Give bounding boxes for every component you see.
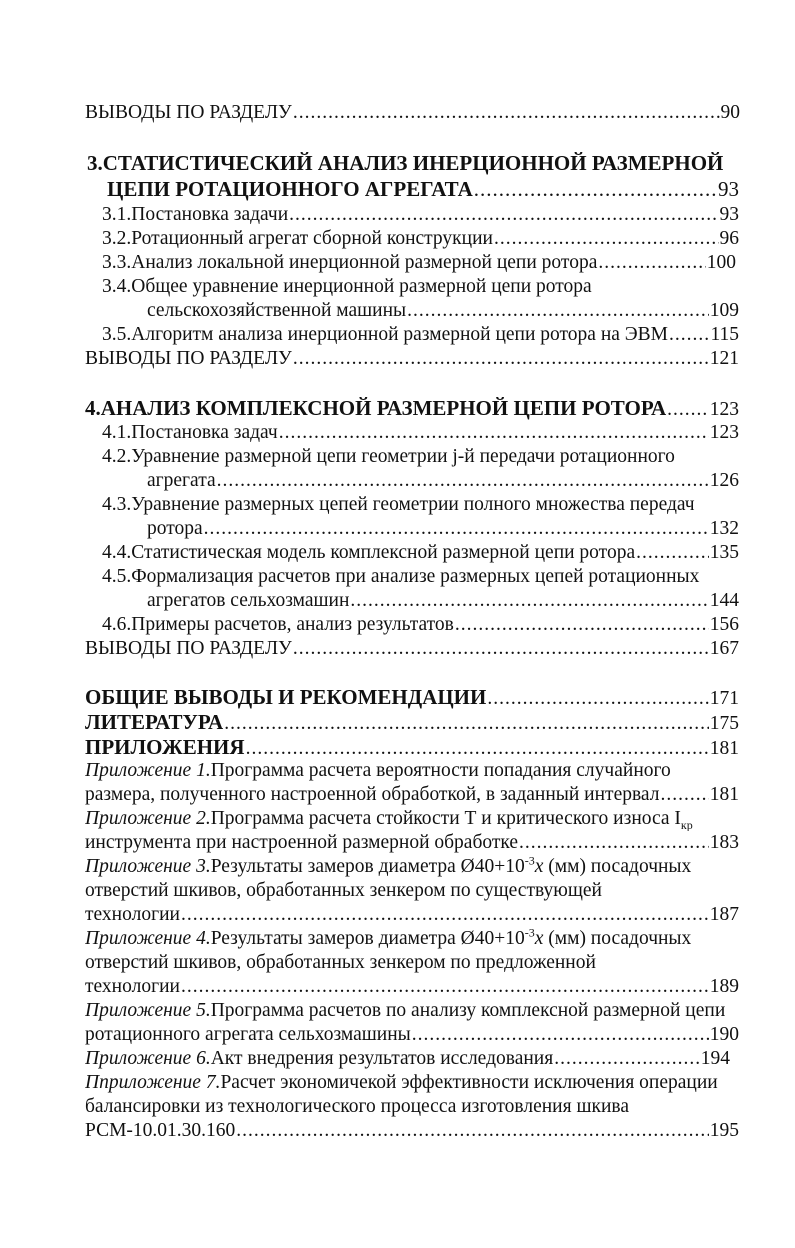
appendix-1-line1: Приложение 1.Программа расчета вероятности попадания случайного	[85, 760, 671, 781]
toc-entry-appendix-7[interactable]: РСМ-10.01.30.160 ..... 195	[85, 1119, 739, 1143]
toc-entry-4-2[interactable]: агрегата ..... 126	[147, 469, 739, 493]
toc-entry-3-4-line1: 3.4.Общее уравнение инерционной размерной цепи ротора	[102, 276, 592, 297]
toc-entry-section-4[interactable]: 4.АНАЛИЗ КОМПЛЕКСНОЙ РАЗМЕРНОЙ ЦЕПИ РОТОРА ..... 123	[85, 396, 739, 422]
toc-entry-4-6[interactable]: 4.6.Примеры расчетов, анализ результатов ..... 156	[102, 613, 739, 637]
appendix-4-line2: отверстий шкивов, обработанных зенкером по предложенной	[85, 952, 596, 973]
toc-entry-3-2[interactable]: 3.2.Ротационный агрегат сборной конструкции ..... 96	[102, 227, 739, 251]
toc-entry-literature[interactable]: ЛИТЕРАТУРА ..... 175	[85, 710, 739, 736]
toc-entry-appendix-3[interactable]: технологии ..... 187	[85, 903, 739, 927]
toc-entry-3-1[interactable]: 3.1.Постановка задачи ..... 93	[102, 203, 739, 227]
section-3-title-line1: 3.СТАТИСТИЧЕСКИЙ АНАЛИЗ ИНЕРЦИОННОЙ РАЗМЕРНОЙ	[87, 151, 724, 175]
toc-entry-3-4[interactable]: сельскохозяйственной машины ..... 109	[147, 299, 739, 323]
toc-entry-s2-conclusions[interactable]: ВЫВОДЫ ПО РАЗДЕЛУ ..... 90	[85, 101, 740, 125]
toc-entry-4-2-line1: 4.2.Уравнение размерной цепи геометрии j-й передачи ротационного	[102, 446, 675, 467]
toc-entry-4-3-line1: 4.3.Уравнение размерных цепей геометрии полного множества передач	[102, 494, 695, 515]
toc-entry-appendices[interactable]: ПРИЛОЖЕНИЯ ..... 181	[85, 735, 739, 761]
toc-entry-4-1[interactable]: 4.1.Постановка задач ..... 123	[102, 421, 739, 445]
toc-entry-s3-conclusions[interactable]: ВЫВОДЫ ПО РАЗДЕЛУ ..... 121	[85, 347, 739, 371]
appendix-4-line1: Приложение 4.Результаты замеров диаметра $Ø40+10^{-3}x$ (мм) посадочных	[85, 927, 692, 949]
toc-entry-3-5[interactable]: 3.5.Алгоритм анализа инерционной размерной цепи ротора на ЭВМ ..... 115	[102, 323, 739, 347]
appendix-3-line2: отверстий шкивов, обработанных зенкером по существующей	[85, 880, 602, 901]
toc-entry-appendix-1[interactable]: размера, полученного настроенной обработкой, в заданный интервал ..... 181	[85, 783, 739, 807]
toc-entry-appendix-5[interactable]: ротационного агрегата сельхозмашины ..... 190	[85, 1023, 739, 1047]
appendix-7-line2: балансировки из технологического процесса изготовления шкива	[85, 1096, 629, 1117]
toc-entry-4-3[interactable]: ротора ..... 132	[147, 517, 739, 541]
toc-entry-appendix-2[interactable]: инструмента при настроенной размерной обработке ..... 183	[85, 831, 739, 855]
appendix-7-line1: Пприложение 7.Расчет экономичекой эффективности исключения операции	[85, 1072, 718, 1093]
appendix-2-line1: Приложение 2.Программа расчета стойкости Т и критического износа $I_{кр}$	[85, 808, 693, 831]
toc-entry-4-4[interactable]: 4.4.Статистическая модель комплексной размерной цепи ротора ..... 135	[102, 541, 739, 565]
toc-entry-4-5[interactable]: агрегатов сельхозмашин ..... 144	[147, 589, 739, 613]
toc-entry-3-3[interactable]: 3.3.Анализ локальной инерционной размерной цепи ротора ..... 100	[102, 251, 736, 275]
toc-entry-s4-conclusions[interactable]: ВЫВОДЫ ПО РАЗДЕЛУ ..... 167	[85, 637, 739, 661]
appendix-5-line1: Приложение 5.Программа расчетов по анализу комплексной размерной цепи	[85, 1000, 726, 1021]
toc-entry-4-5-line1: 4.5.Формализация расчетов при анализе размерных цепей ротационных	[102, 566, 700, 587]
toc-entry-general-conclusions[interactable]: ОБЩИЕ ВЫВОДЫ И РЕКОМЕНДАЦИИ ..... 171	[85, 685, 739, 711]
toc-entry-section-3[interactable]: ЦЕПИ РОТАЦИОННОГО АГРЕГАТА ..... 93	[107, 177, 739, 201]
toc-entry-appendix-6[interactable]: Приложение 6.Акт внедрения результатов исследования ..... 194	[85, 1047, 730, 1071]
toc-entry-appendix-4[interactable]: технологии ..... 189	[85, 975, 739, 999]
appendix-3-line1: Приложение 3.Результаты замеров диаметра $Ø40+10^{-3}x$ (мм) посадочных	[85, 855, 692, 877]
